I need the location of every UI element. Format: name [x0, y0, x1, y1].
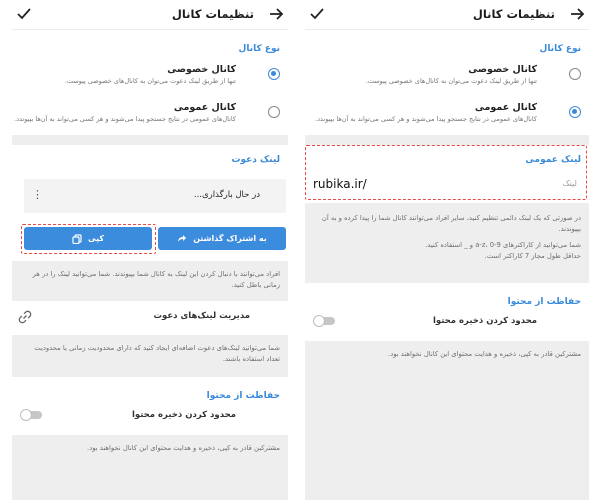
share-button[interactable] — [158, 227, 286, 250]
restrict-saving-row[interactable] — [12, 401, 288, 431]
toggle-label: محدود کردن ذخیره محتوا — [131, 410, 236, 420]
radio-private-channel[interactable] — [12, 58, 288, 96]
share-icon — [177, 234, 187, 244]
content-protection-section — [12, 377, 288, 435]
radio-public-channel[interactable] — [12, 96, 288, 134]
channel-type-section — [305, 30, 589, 135]
back-arrow-icon[interactable] — [268, 5, 284, 23]
restrict-saving-toggle[interactable] — [315, 317, 335, 325]
radio-button[interactable] — [268, 106, 280, 118]
manage-links-section — [12, 301, 288, 335]
radio-private-channel[interactable] — [305, 58, 589, 96]
public-link-prefix: rubika.ir/ — [313, 177, 367, 191]
menu-label: مدیریت لینک‌های دعوت — [153, 311, 250, 321]
page-title: تنظیمات کانال — [472, 7, 555, 21]
public-link-note-3: حداقل طول مجاز 7 کاراکتر است. — [484, 251, 581, 260]
manage-links-note: شما می‌توانید لینک‌های دعوت اضافه‌ای ایجاد کنید که دارای محدودیت زمانی یا محدودیت تعداد استفاده باشند. — [34, 344, 280, 363]
radio-button[interactable] — [569, 106, 581, 118]
public-link-section — [305, 145, 589, 203]
radio-button[interactable] — [268, 68, 280, 80]
section-title: لینک عمومی — [525, 155, 581, 165]
content-protection-note: مشترکین قادر به کپی، ذخیره و هدایت محتوای این کانال نخواهند بود. — [388, 350, 581, 358]
copy-icon — [72, 234, 82, 244]
public-link-input-row[interactable] — [305, 165, 589, 201]
public-link-note-2: شما می‌توانید از کاراکترهای a-z، 0-9 و _ استفاده کنید. — [425, 241, 581, 250]
section-title: لینک دعوت — [231, 155, 280, 165]
manage-note-area — [12, 335, 288, 377]
check-icon[interactable] — [309, 5, 325, 23]
radio-public-channel[interactable] — [305, 96, 589, 134]
radio-label: کانال خصوصی — [468, 64, 537, 75]
invite-link-section — [12, 145, 288, 261]
page-title: تنظیمات کانال — [171, 7, 254, 21]
radio-description: کانال‌های عمومی در نتایج جستجو پیدا می‌شوند و هر کسی می‌تواند به آن‌ها بپیوندد. — [14, 115, 236, 123]
section-title: حفاظت از محتوا — [206, 391, 280, 401]
radio-button[interactable] — [569, 68, 581, 80]
invite-link-note: افراد می‌توانند با دنبال کردن این لینک به کانال شما بپیوندند. شما می‌توانید لینک را در هر زمانی باطل کنید. — [32, 270, 280, 289]
toggle-label: محدود کردن ذخیره محتوا — [432, 316, 537, 326]
radio-label: کانال عمومی — [474, 102, 537, 113]
public-link-note-1: در صورتی که یک لینک دائمی تنظیم کنید، سایر افراد می‌توانند کانال شما را پیدا کرده و به آن بپیوندند. — [321, 214, 581, 233]
radio-description: تنها از طریق لینک دعوت می‌توان به کانال‌های خصوصی پیوست. — [365, 77, 537, 85]
divider — [305, 135, 589, 145]
protection-note-area — [305, 341, 589, 500]
invite-link-text: در حال بارگذاری... — [193, 190, 260, 200]
left-settings-screen — [12, 0, 288, 500]
copy-button[interactable] — [24, 227, 152, 250]
restrict-saving-toggle[interactable] — [22, 411, 42, 419]
radio-description: کانال‌های عمومی در نتایج جستجو پیدا می‌شوند و هر کسی می‌تواند به آن‌ها بپیوندد. — [315, 115, 537, 123]
radio-label: کانال عمومی — [173, 102, 236, 113]
check-icon[interactable] — [16, 5, 32, 23]
public-link-placeholder: لینک — [562, 179, 577, 188]
back-arrow-icon[interactable] — [569, 5, 585, 23]
radio-description: تنها از طریق لینک دعوت می‌توان به کانال‌های خصوصی پیوست. — [64, 77, 236, 85]
content-protection-section — [305, 283, 589, 341]
divider — [12, 135, 288, 145]
channel-type-section — [12, 30, 288, 135]
manage-invite-links-item[interactable] — [12, 301, 288, 335]
top-bar — [12, 0, 288, 30]
section-title: نوع کانال — [539, 44, 581, 54]
public-link-note-area — [305, 203, 589, 283]
share-button-label: به اشتراک گذاشتن — [193, 234, 267, 243]
section-title: حفاظت از محتوا — [507, 297, 581, 307]
invite-link-box[interactable] — [24, 179, 286, 213]
section-title: نوع کانال — [238, 44, 280, 54]
restrict-saving-row[interactable] — [305, 307, 589, 337]
more-options-icon[interactable]: ⋮ — [32, 188, 43, 201]
invite-note-area — [12, 261, 288, 301]
protection-note-area — [12, 435, 288, 500]
toggle-knob — [313, 315, 325, 327]
link-icon — [18, 310, 32, 324]
right-settings-screen — [305, 0, 589, 500]
content-protection-note: مشترکین قادر به کپی، ذخیره و هدایت محتوای این کانال نخواهند بود. — [87, 444, 280, 452]
copy-button-label: کپی — [88, 234, 105, 243]
top-bar — [305, 0, 589, 30]
toggle-knob — [20, 409, 32, 421]
radio-label: کانال خصوصی — [167, 64, 236, 75]
